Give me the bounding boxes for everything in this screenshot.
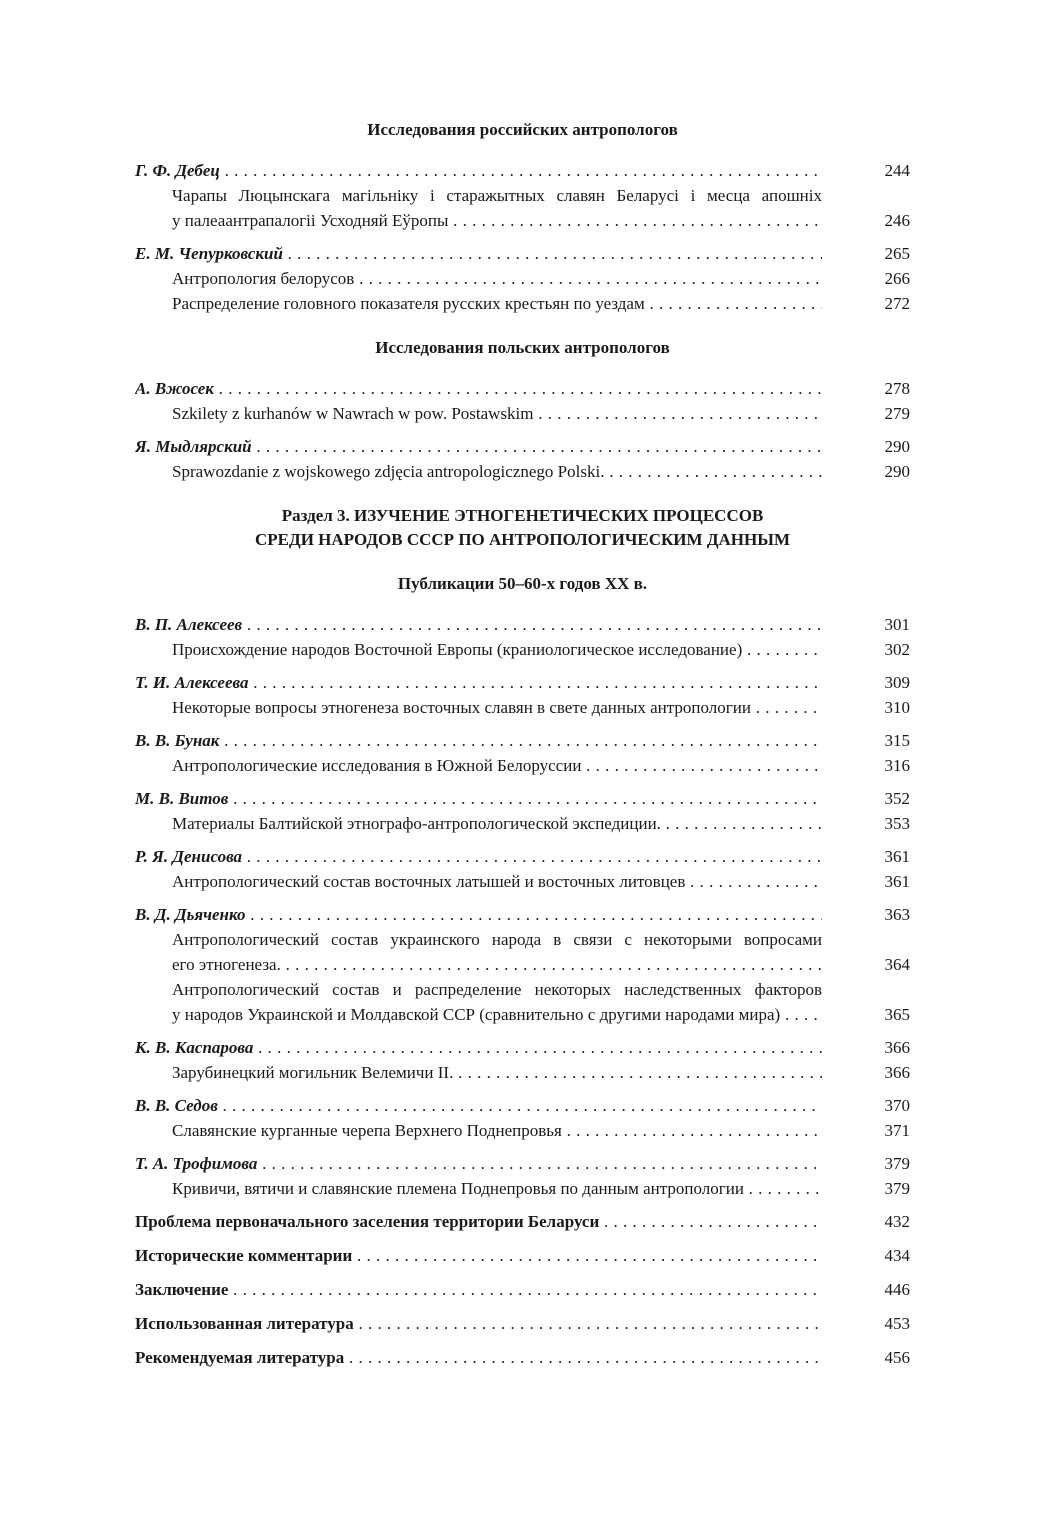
toc-work-entry[interactable] [135, 183, 910, 233]
toc-group [135, 1035, 910, 1085]
toc-group [135, 1151, 910, 1201]
work-title-line2: у народов Украинской и Молдавской ССР (сравнительно с другими народами мира) . . . [172, 1002, 822, 1027]
toc-work-entry[interactable] [135, 637, 910, 662]
toc-group [135, 376, 910, 426]
work-title: Зарубинецкий могильник Велемичи II. [172, 1063, 454, 1082]
page-number: 364 [884, 955, 910, 974]
page-number: 365 [884, 1005, 910, 1024]
work-title-line2: у палеаантрапалогіі Усходняй Еўропы . . . [172, 208, 822, 233]
toc-group [135, 902, 910, 1027]
leader [172, 977, 822, 1027]
page-number: 363 [884, 905, 910, 924]
leader [135, 786, 822, 811]
toc-work-entry[interactable] [135, 869, 910, 894]
toc-main-entry[interactable] [135, 1243, 910, 1268]
chapter-title: Заключение [135, 1280, 229, 1299]
leader [135, 902, 822, 927]
author-name: В. В. Бунак [135, 731, 220, 750]
part-heading-line1: Раздел 3. ИЗУЧЕНИЕ ЭТНОГЕНЕТИЧЕСКИХ ПРОЦЕССОВ [281, 506, 764, 525]
leader [172, 869, 822, 894]
toc-author-entry[interactable] [135, 902, 910, 927]
leader [135, 670, 822, 695]
page-number: 279 [884, 404, 910, 423]
toc-group [135, 434, 910, 484]
leader [135, 1093, 822, 1118]
page-number: 361 [884, 872, 910, 891]
page-number: 379 [884, 1179, 910, 1198]
toc-author-entry[interactable] [135, 786, 910, 811]
section-heading-russian: Исследования российских антропологов [367, 120, 678, 139]
part3-groups [135, 612, 910, 1201]
page-number: 244 [884, 161, 910, 180]
page-number: 434 [884, 1246, 910, 1265]
author-name: В. Д. Дьяченко [135, 905, 246, 924]
chapter-title: Проблема первоначального заселения территории Беларуси [135, 1212, 600, 1231]
toc-work-entry[interactable] [135, 266, 910, 291]
toc-work-entry[interactable] [135, 1060, 910, 1085]
toc-group [135, 241, 910, 316]
author-name: А. Вжосек [135, 379, 214, 398]
toc-author-entry[interactable] [135, 728, 910, 753]
chapter-title: Исторические комментарии [135, 1246, 353, 1265]
page-number: 456 [884, 1348, 910, 1367]
page-number: 366 [884, 1063, 910, 1082]
work-title: Некоторые вопросы этногенеза восточных славян в свете данных антропологии [172, 698, 751, 717]
author-name: Г. Ф. Дебец [135, 161, 220, 180]
chapter-title: Использованная литература [135, 1314, 354, 1333]
page-number: 301 [884, 615, 910, 634]
toc-work-entry[interactable] [135, 695, 910, 720]
page-number: 290 [884, 462, 910, 481]
toc-work-entry[interactable] [135, 753, 910, 778]
toc-work-entry[interactable] [135, 401, 910, 426]
toc-work-entry[interactable] [135, 459, 910, 484]
work-title: Антропологические исследования в Южной Белоруссии [172, 756, 582, 775]
leader [172, 927, 822, 977]
work-title: Происхождение народов Восточной Европы (краниологическое исследование) [172, 640, 743, 659]
work-title-line1: Чарапы Люцынскага магільніку і старажытных славян Беларусі і месца апошніх [172, 186, 822, 205]
leader [135, 1345, 822, 1370]
part-heading-line2: СРЕДИ НАРОДОВ СССР ПО АНТРОПОЛОГИЧЕСКИМ ДАННЫМ [255, 530, 790, 549]
toc-work-entry[interactable] [135, 977, 910, 1027]
page-number: 352 [884, 789, 910, 808]
toc-author-entry[interactable] [135, 376, 910, 401]
page-number: 453 [884, 1314, 910, 1333]
work-title: Славянские курганные черепа Верхнего Поднепровья [172, 1121, 562, 1140]
author-name: К. В. Каспарова [135, 1038, 254, 1057]
page-number: 316 [884, 756, 910, 775]
leader [135, 844, 822, 869]
work-title-line1: Антропологический состав украинского народа в связи с некоторыми вопросами [172, 930, 822, 949]
author-name: В. П. Алексеев [135, 615, 243, 634]
toc-work-entry[interactable] [135, 1118, 910, 1143]
page-number: 278 [884, 379, 910, 398]
work-title-line1: Антропологический состав и распределение некоторых наследственных факторов [172, 980, 822, 999]
toc-group [135, 612, 910, 662]
toc-work-entry[interactable] [135, 927, 910, 977]
page-number: 266 [884, 269, 910, 288]
toc-main-entry[interactable] [135, 1277, 910, 1302]
leader [172, 811, 822, 836]
toc-group [135, 844, 910, 894]
page-number: 246 [884, 211, 910, 230]
toc-author-entry[interactable] [135, 241, 910, 266]
author-name: Р. Я. Денисова [135, 847, 243, 866]
toc-work-entry[interactable] [135, 811, 910, 836]
toc-author-entry[interactable] [135, 1093, 910, 1118]
leader [172, 753, 822, 778]
page-number: 361 [884, 847, 910, 866]
leader [135, 1035, 822, 1060]
page-number: 290 [884, 437, 910, 456]
leader [135, 1151, 822, 1176]
author-name: Т. И. Алексеева [135, 673, 249, 692]
page-number: 353 [884, 814, 910, 833]
work-title: Sprawozdanie z wojskowego zdjęcia antropologicznego Polski. [172, 462, 605, 481]
toc-author-entry[interactable] [135, 670, 910, 695]
toc-author-entry[interactable] [135, 434, 910, 459]
leader [135, 1209, 822, 1234]
toc-group [135, 728, 910, 778]
leader [172, 1060, 822, 1085]
leader [135, 1243, 822, 1268]
author-name: Я. Мыдлярский [135, 437, 252, 456]
leader [172, 1118, 822, 1143]
page-number: 302 [884, 640, 910, 659]
page-number: 366 [884, 1038, 910, 1057]
author-name: Т. А. Трофимова [135, 1154, 258, 1173]
work-title: Распределение головного показателя русских крестьян по уездам [172, 294, 645, 313]
page-number: 370 [884, 1096, 910, 1115]
part-heading [135, 504, 910, 552]
author-name: В. В. Седов [135, 1096, 218, 1115]
toc-group [135, 158, 910, 233]
leader [172, 1176, 822, 1201]
page-number: 371 [884, 1121, 910, 1140]
leader [135, 1311, 822, 1336]
leader [135, 612, 822, 637]
page-number: 446 [884, 1280, 910, 1299]
leader [172, 695, 822, 720]
chapter-title: Рекомендуемая литература [135, 1348, 345, 1367]
work-title: Кривичи, вятичи и славянские племена Поднепровья по данным антропологии [172, 1179, 744, 1198]
leader [172, 637, 822, 662]
page-number: 272 [884, 294, 910, 313]
toc-main-entry[interactable] [135, 1311, 910, 1336]
page-number: 265 [884, 244, 910, 263]
toc-work-entry[interactable] [135, 1176, 910, 1201]
toc-group [135, 786, 910, 836]
toc-author-entry[interactable] [135, 844, 910, 869]
toc-author-entry[interactable] [135, 1151, 910, 1176]
closing-entries [135, 1209, 910, 1370]
subsection-heading: Публикации 50–60-х годов XX в. [397, 574, 648, 593]
page-number: 310 [884, 698, 910, 717]
toc-group [135, 670, 910, 720]
toc-work-entry[interactable] [135, 291, 910, 316]
page-number: 309 [884, 673, 910, 692]
page-number: 379 [884, 1154, 910, 1173]
page-number: 315 [884, 731, 910, 750]
work-title: Szkilety z kurhanów w Nawrach w pow. Postawskim [172, 404, 534, 423]
author-name: М. В. Витов [135, 789, 229, 808]
work-title: Антропология белорусов [172, 269, 355, 288]
leader [135, 1277, 822, 1302]
page-number: 432 [884, 1212, 910, 1231]
toc-author-entry[interactable] [135, 1035, 910, 1060]
author-name: Е. М. Чепурковский [135, 244, 283, 263]
toc-author-entry[interactable] [135, 612, 910, 637]
work-title: Антропологический состав восточных латышей и восточных литовцев [172, 872, 686, 891]
toc-main-entry[interactable] [135, 1209, 910, 1234]
section-heading-polish: Исследования польских антропологов [375, 338, 670, 357]
table-of-contents [135, 118, 910, 1379]
toc-author-entry[interactable] [135, 158, 910, 183]
leader [135, 728, 822, 753]
toc-main-entry[interactable] [135, 1345, 910, 1370]
work-title-line2: его этногенеза. . . . [172, 952, 822, 977]
toc-group [135, 1093, 910, 1143]
work-title: Материалы Балтийской этнографо-антропологической экспедиции. [172, 814, 661, 833]
